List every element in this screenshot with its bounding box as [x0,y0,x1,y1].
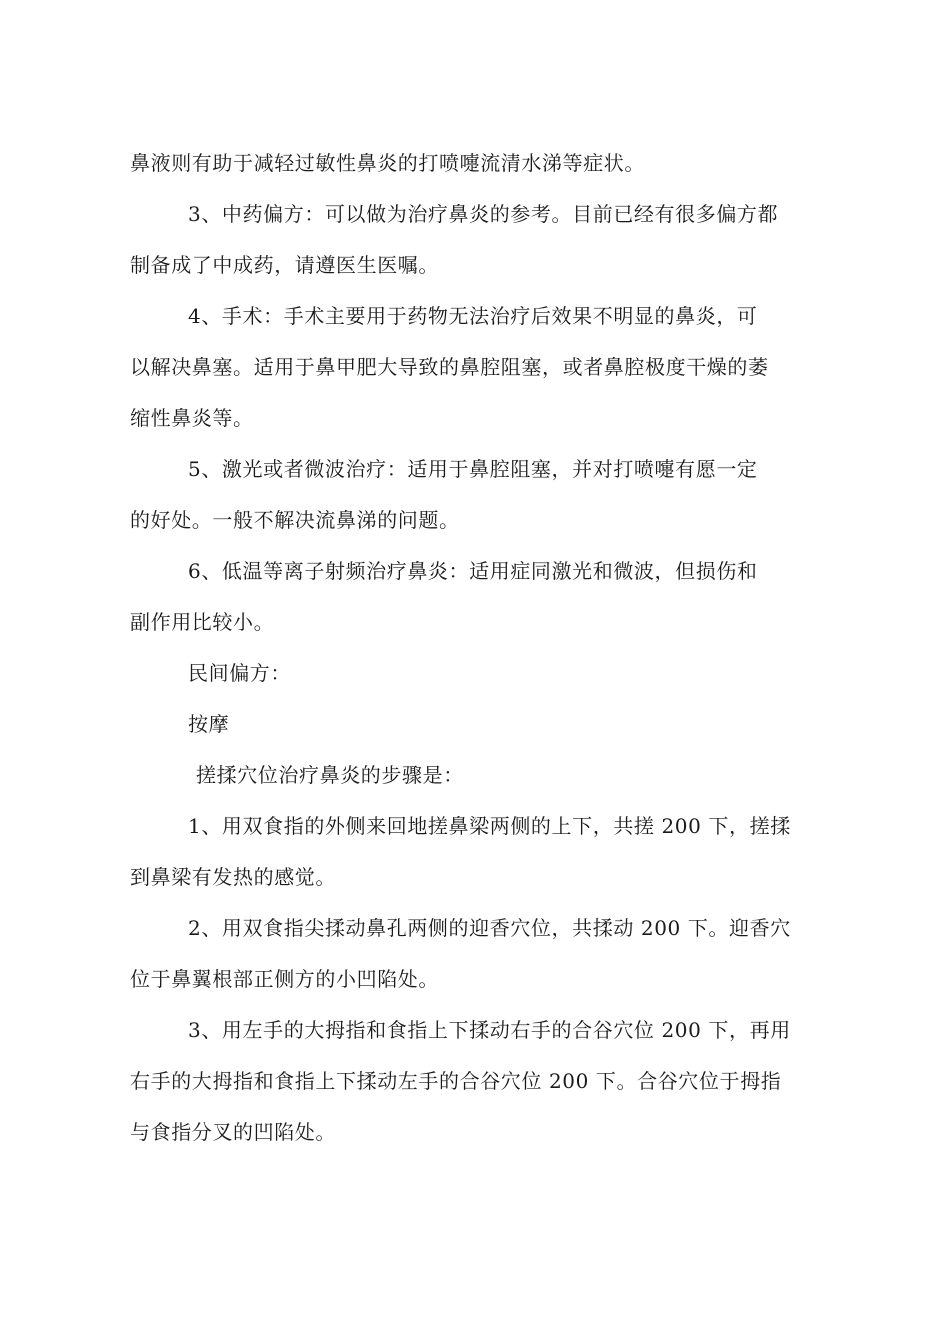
text-line: 5、激光或者微波治疗：适用于鼻腔阻塞，并对打喷嚏有愿一定 [188,457,758,481]
text-line: 缩性鼻炎等。 [130,406,254,430]
text-line: 3、中药偏方：可以做为治疗鼻炎的参考。目前已经有很多偏方都 [188,202,779,226]
text-line: 制备成了中成药，请遵医生医嘱。 [130,253,439,277]
text-line: 6、低温等离子射频治疗鼻炎：适用症同激光和微波，但损伤和 [188,559,758,583]
text-block [130,138,830,1158]
text-line: 1、用双食指的外侧来回地搓鼻梁两侧的上下，共搓 200 下，搓揉 [188,814,791,838]
section-heading: 民间偏方： [188,661,291,685]
text-line: 3、用左手的大拇指和食指上下揉动右手的合谷穴位 200 下，再用 [188,1018,791,1042]
text-line: 的好处。一般不解决流鼻涕的问题。 [130,508,460,532]
text-line: 到鼻梁有发热的感觉。 [130,865,336,889]
document-body [130,138,830,1158]
text-line: 4、手术：手术主要用于药物无法治疗后效果不明显的鼻炎，可 [188,304,758,328]
text-line: 与食指分叉的凹陷处。 [130,1120,336,1144]
text-line: 右手的大拇指和食指上下揉动左手的合谷穴位 200 下。合谷穴位于拇指 [130,1069,782,1093]
text-line: 2、用双食指尖揉动鼻孔两侧的迎香穴位，共揉动 200 下。迎香穴 [188,916,791,940]
text-line: 副作用比较小。 [130,610,275,634]
text-line: 位于鼻翼根部正侧方的小凹陷处。 [130,967,439,991]
text-line: 以解决鼻塞。适用于鼻甲肥大导致的鼻腔阻塞，或者鼻腔极度干燥的萎 [130,355,769,379]
text-line: 鼻液则有助于减轻过敏性鼻炎的打喷嚏流清水涕等症状。 [130,151,645,175]
text-line: 搓揉穴位治疗鼻炎的步骤是： [196,763,464,787]
subsection-heading: 按摩 [188,712,230,736]
